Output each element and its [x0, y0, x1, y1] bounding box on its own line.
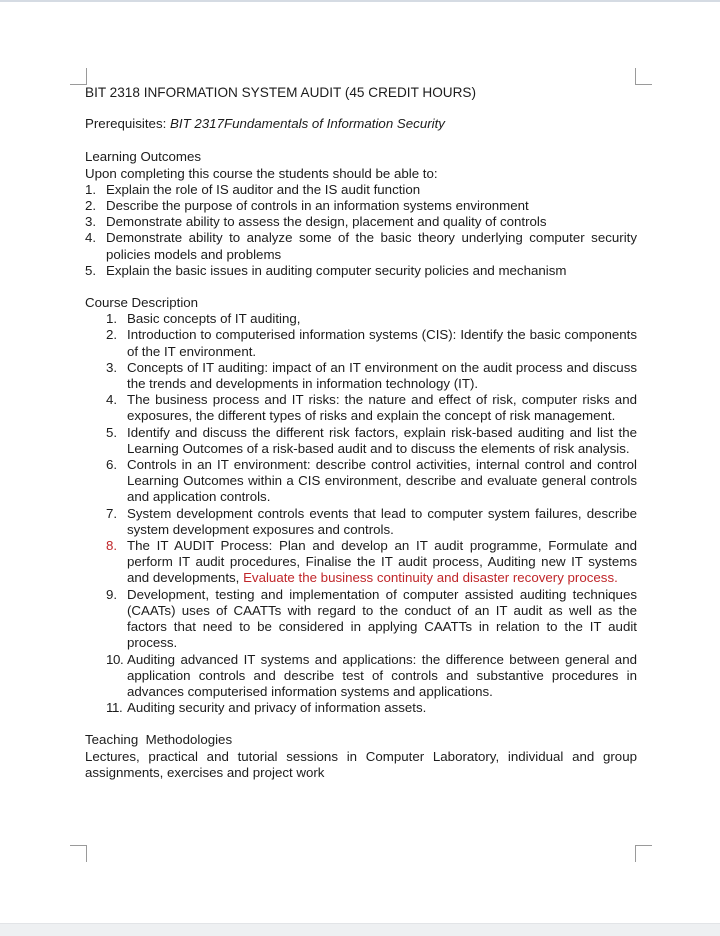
- margin-mark-bottom-right: [635, 845, 652, 862]
- item-number: 2.: [85, 198, 97, 214]
- item-text: [127, 538, 637, 587]
- teaching-methodologies-heading: Teaching Methodologies: [85, 732, 233, 748]
- item-number: 6.: [106, 457, 118, 473]
- item-text: Auditing security and privacy of information assets.: [127, 700, 427, 716]
- list-item: [85, 198, 637, 214]
- item-text: Controls in an IT environment: describe control activities, internal control and control Learning Outcomes within a CIS environment, describe and evaluate general controls and application controls.: [127, 457, 637, 505]
- item-number: 4.: [85, 230, 97, 246]
- margin-mark-top-left: [70, 68, 87, 85]
- list-item: [106, 360, 637, 392]
- course-description-list: [106, 311, 637, 716]
- margin-mark-bottom-left: [70, 845, 87, 862]
- teaching-methodologies-text: Lectures, practical and tutorial sessions in Computer Laboratory, individual and group assignments, exercises and project work: [85, 748, 637, 780]
- item-number: 1.: [106, 311, 118, 327]
- item-text: The business process and IT risks: the nature and effect of risk, computer risks and exposures, the different types of risks and explain the concept of risk management.: [127, 392, 637, 424]
- learning-outcomes-list: [85, 182, 637, 279]
- item-number: 9.: [106, 586, 118, 602]
- list-item: [85, 182, 637, 198]
- item-text-highlighted: Evaluate the business continuity and disaster recovery process.: [243, 570, 618, 586]
- list-item: [106, 425, 637, 457]
- course-title: BIT 2318 INFORMATION SYSTEM AUDIT (45 CREDIT HOURS): [85, 85, 477, 100]
- item-text: Introduction to computerised information systems (CIS): Identify the basic components of the IT environment.: [127, 327, 637, 359]
- item-number: 3.: [106, 359, 118, 375]
- item-text: Basic concepts of IT auditing,: [127, 311, 301, 327]
- item-text: Explain the role of IS auditor and the IS audit function: [106, 181, 421, 197]
- top-divider: [0, 0, 720, 2]
- item-text: Development, testing and implementation of computer assisted auditing techniques (CAATs) uses of CAATTs with regard to the conduct of an IT audit as well as the factors that need to be considered in applying CAATTs in relation to the IT audit process.: [127, 586, 637, 651]
- item-text: Demonstrate ability to analyze some of the basic theory underlying computer security policies models and problems: [106, 230, 637, 262]
- item-number: 2.: [106, 327, 118, 343]
- item-text: Auditing advanced IT systems and applications: the difference between general and application controls and describe test of controls and substantive procedures in advances computerised information systems and applications.: [127, 651, 637, 699]
- item-text: Explain the basic issues in auditing computer security policies and mechanism: [106, 262, 567, 278]
- item-number: 7.: [106, 505, 118, 521]
- item-text: Describe the purpose of controls in an information systems environment: [106, 198, 529, 214]
- document-page[interactable]: [85, 85, 637, 781]
- learning-outcomes-heading: Learning Outcomes: [85, 149, 202, 165]
- list-item: [106, 538, 637, 587]
- prerequisites-value: BIT 2317Fundamentals of Information Security: [170, 116, 445, 132]
- item-number: 1.: [85, 181, 97, 197]
- item-number: 5.: [85, 262, 97, 278]
- list-item: [106, 587, 637, 652]
- learning-outcomes-intro: Upon completing this course the students should be able to:: [85, 165, 438, 181]
- list-item: [85, 230, 637, 262]
- prerequisites: [85, 116, 637, 132]
- prerequisites-label: Prerequisites:: [85, 116, 170, 132]
- list-item: [106, 506, 637, 538]
- list-item: [106, 311, 637, 327]
- list-item: [106, 392, 637, 424]
- item-text: Demonstrate ability to assess the design, placement and quality of controls: [106, 214, 547, 230]
- list-item: [106, 652, 637, 701]
- item-number: 3.: [85, 214, 97, 230]
- margin-mark-top-right: [635, 68, 652, 85]
- item-number: 4.: [106, 392, 118, 408]
- item-text-plain: The IT AUDIT Process: Plan and develop an IT audit programme, Formulate and perform IT audit procedures, Finalise the IT audit process, Auditing new IT systems and developments,: [127, 538, 637, 586]
- list-item: [106, 457, 637, 506]
- item-text: System development controls events that lead to computer system failures, describe system development exposures and controls.: [127, 505, 637, 537]
- item-number: 8.: [106, 538, 118, 554]
- list-item: [85, 214, 637, 230]
- course-description-heading: Course Description: [85, 295, 199, 311]
- item-number: 10.: [106, 651, 124, 667]
- item-text: Identify and discuss the different risk factors, explain risk-based auditing and list the Learning Outcomes of a risk-based audit and to discuss the elements of risk analysis.: [127, 424, 637, 456]
- item-number: 11.: [106, 700, 123, 716]
- item-text: Concepts of IT auditing: impact of an IT environment on the audit process and discuss the trends and developments in information technology (IT).: [127, 359, 637, 392]
- item-number: 5.: [106, 424, 118, 440]
- list-item: [106, 700, 637, 716]
- bottom-bar: [0, 923, 720, 936]
- list-item: [85, 263, 637, 279]
- list-item: [106, 327, 637, 359]
